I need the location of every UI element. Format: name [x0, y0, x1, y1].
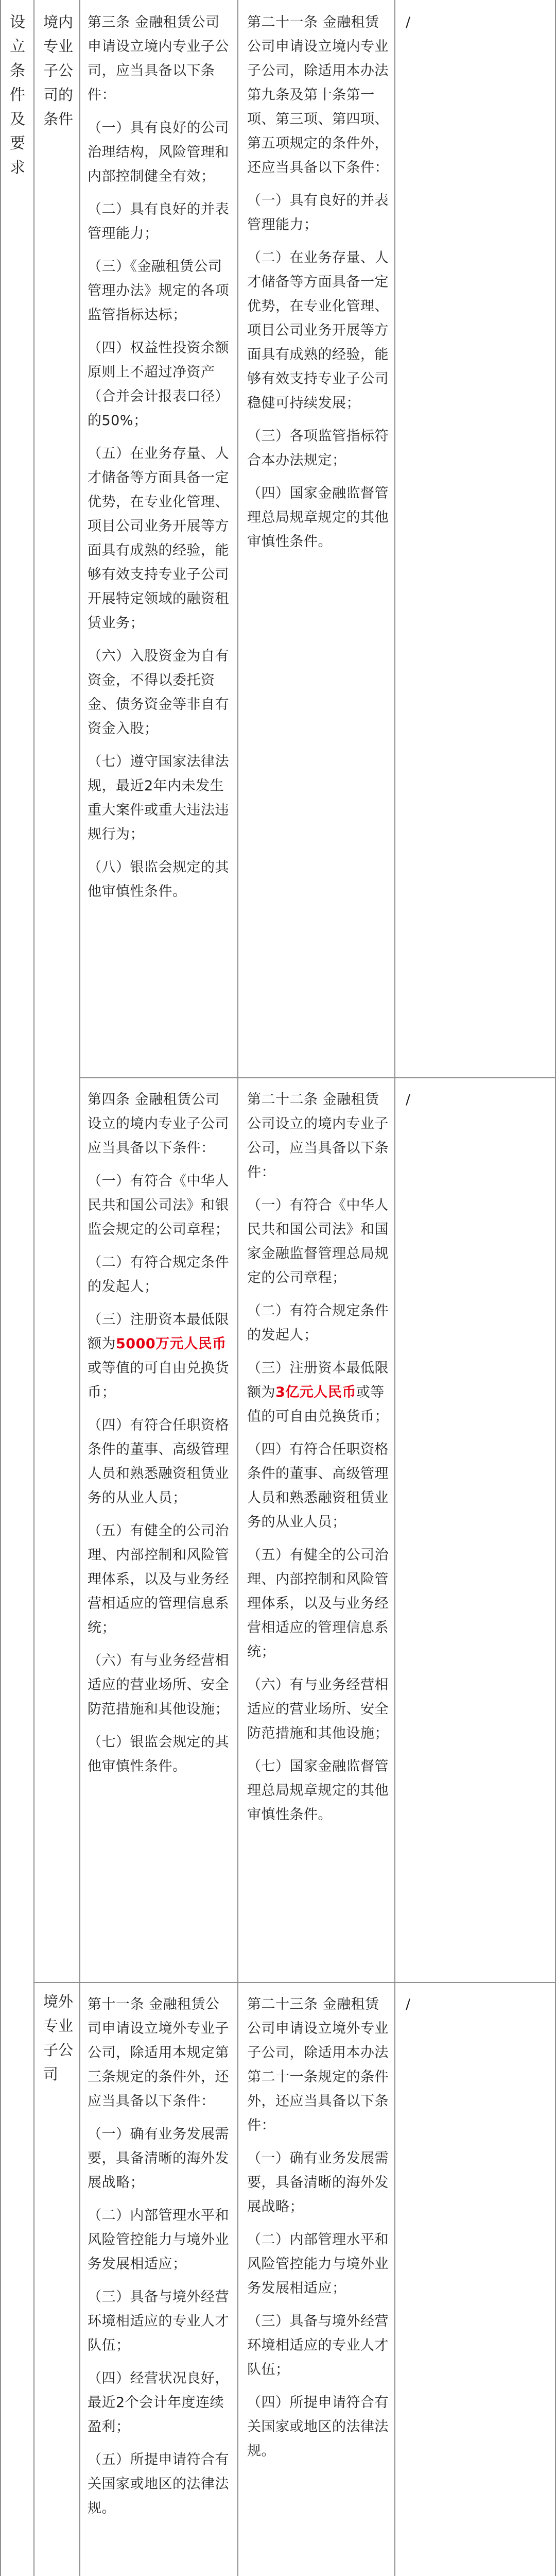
provision-clause [247, 1356, 389, 1429]
provision-clause: （三）具备与境外经营环境相适应的专业人才队伍； [88, 2289, 229, 2353]
old-provision-article-3 [88, 10, 232, 912]
provision-clause: （四）权益性投资余额原则上不超过净资产（合并会计报表口径）的50%； [88, 340, 229, 429]
provision-clause: （二）内部管理水平和风险管控能力与境外业务发展相适应； [247, 2232, 389, 2296]
new-provision-article-22 [247, 1088, 389, 1836]
provision-clause: （五）有健全的公司治理、内部控制和风险管理体系，以及与业务经营相适应的管理信息系统； [247, 1547, 389, 1660]
provision-clause: （五）所提申请符合有关国家或地区的法律法规。 [88, 2452, 229, 2516]
provision-clause: （七）银监会规定的其他审慎性条件。 [88, 1734, 229, 1774]
provision-clause: （一）具有良好的公司治理结构，风险管理和内部控制健全有效； [88, 120, 229, 184]
provision-clause: 第二十三条 金融租赁公司申请设立境外专业子公司，除适用本办法第二十一条规定的条件外，还应当具备以下条件： [247, 1996, 389, 2133]
provision-clause: 第三条 金融租赁公司申请设立境内专业子公司，应当具备以下条件： [88, 14, 229, 103]
provision-clause: （四）国家金融监督管理总局规章规定的其他审慎性条件。 [247, 485, 389, 550]
provision-clause: （一）有符合《中华人民共和国公司法》和国家金融监督管理总局规定的公司章程； [247, 1197, 389, 1286]
provision-clause: （四）所提申请符合有关国家或地区的法律法规。 [247, 2395, 389, 2459]
provision-clause: （一）具有良好的并表管理能力； [247, 193, 389, 233]
provision-clause: （三）各项监管指标符合本办法规定； [247, 428, 389, 468]
provision-clause: （二）具有良好的并表管理能力； [88, 201, 229, 242]
grid-line-col3 [237, 0, 238, 2576]
category-label: 设立条件及要求 [10, 13, 25, 177]
provision-clause: （二）有符合规定条件的发起人； [247, 1303, 389, 1343]
grid-line-row-break-2 [33, 1982, 556, 1983]
provision-clause: （四）有符合任职资格条件的董事、高级管理人员和熟悉融资租赁业务的从业人员； [247, 1442, 389, 1530]
provision-clause: （四）经营状况良好，最近2个会计年度连续盈利； [88, 2370, 229, 2435]
new-provision-article-21 [247, 10, 389, 563]
provision-clause: （二）内部管理水平和风险管控能力与境外业务发展相适应； [88, 2208, 229, 2272]
provision-clause: （二）在业务存量、人才储备等方面具备一定优势，在专业化管理、项目公司业务开展等方面具有成熟的经验，能够有效支持专业子公司稳健可持续发展； [247, 250, 389, 411]
provision-clause: （六）有与业务经营相适应的营业场所、安全防范措施和其他设施； [247, 1677, 389, 1741]
old-provision-article-11 [88, 1992, 232, 2529]
provision-clause: （三）具备与境外经营环境相适应的专业人才队伍； [247, 2313, 389, 2378]
grid-line-col4 [394, 0, 395, 2576]
provision-clause: （七）遵守国家法律法规，最近2年内未发生重大案件或重大违法违规行为； [88, 754, 229, 842]
provision-clause: （四）有符合任职资格条件的董事、高级管理人员和熟悉融资租赁业务的从业人员； [88, 1417, 229, 1506]
provision-clause: （六）有与业务经营相适应的营业场所、安全防范措施和其他设施； [88, 1653, 229, 1717]
grid-line-col1 [33, 0, 34, 2576]
provision-clause: （二）有符合规定条件的发起人； [88, 1255, 229, 1295]
provision-clause: （三）《金融租赁公司管理办法》规定的各项监管指标达标； [88, 259, 229, 323]
provision-clause: （六）入股资金为自有资金，不得以委托资金、债务资金等非自有资金入股； [88, 648, 229, 737]
provision-clause: （一）确有业务发展需要，具备清晰的海外发展战略； [247, 2150, 389, 2215]
provision-clause: （一）有符合《中华人民共和国公司法》和银监会规定的公司章程； [88, 1173, 229, 1238]
provision-clause: （一）确有业务发展需要，具备清晰的海外发展战略； [88, 2126, 229, 2191]
provision-clause: （五）有健全的公司治理、内部控制和风险管理体系，以及与业务经营相适应的管理信息系统； [88, 1523, 229, 1636]
provision-clause: 第二十二条 金融租赁公司设立的境内专业子公司，应当具备以下条件： [247, 1092, 389, 1180]
section-label-domestic: 境内专业子公司的条件 [43, 13, 74, 128]
new-provision-article-23 [247, 1992, 389, 2472]
grid-line-row-break-1 [79, 1077, 556, 1078]
note-row-1: / [406, 14, 411, 30]
grid-line-col2 [79, 0, 80, 2576]
highlighted-capital-amount: 3亿元人民币 [275, 1384, 356, 1400]
provision-clause: （五）在业务存量、人才储备等方面具备一定优势，在专业化管理、项目公司业务开展等方面具有成熟的经验，能够有效支持专业子公司开展特定领域的融资租赁业务； [88, 446, 229, 631]
provision-clause: 第四条 金融租赁公司设立的境内专业子公司应当具备以下条件： [88, 1092, 229, 1156]
clause-text: （三）注册资本最低限额为 [88, 1312, 229, 1352]
old-provision-article-4 [88, 1088, 232, 1787]
note-row-2: / [406, 1092, 411, 1108]
note-row-3: / [406, 1996, 411, 2012]
highlighted-capital-amount: 5000万元人民币 [116, 1336, 227, 1352]
provision-clause: 第十一条 金融租赁公司申请设立境外专业子公司，除适用本规定第三条规定的条件外，还应当具备以下条件： [88, 1996, 229, 2109]
section-label-overseas: 境外专业子公司 [43, 1993, 74, 2083]
provision-clause: 第二十一条 金融租赁公司申请设立境内专业子公司，除适用本办法第九条及第十条第一项、第三项、第四项、第五项规定的条件外，还应当具备以下条件： [247, 14, 389, 176]
clause-text: （三）注册资本最低限额为 [247, 1360, 389, 1400]
grid-line-left [0, 0, 1, 2576]
provision-clause [88, 1308, 232, 1404]
provision-clause: （八）银监会规定的其他审慎性条件。 [88, 859, 229, 900]
clause-text: 或等值的可自由兑换货币； [247, 1384, 389, 1425]
clause-text: 或等值的可自由兑换货币； [88, 1360, 229, 1400]
provision-clause: （七）国家金融监督管理总局规章规定的其他审慎性条件。 [247, 1758, 389, 1823]
